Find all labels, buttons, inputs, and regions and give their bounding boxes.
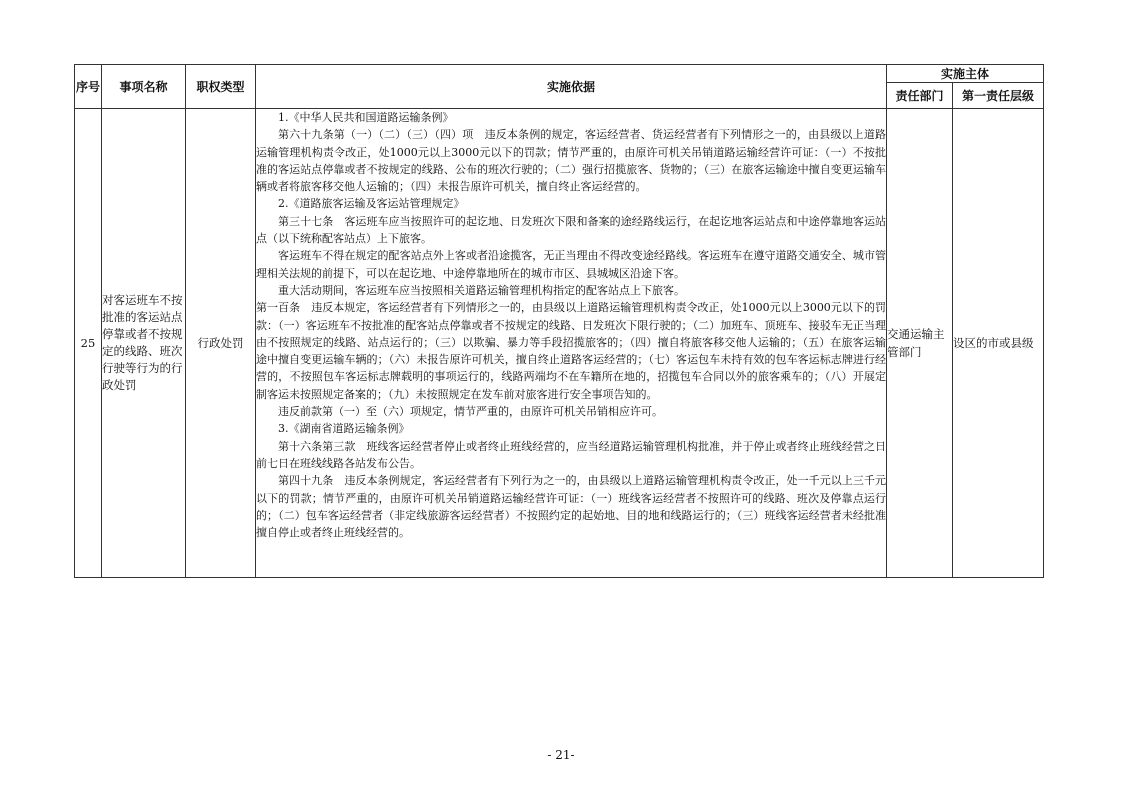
basis-paragraph: 第三十七条 客运班车应当按照许可的起讫地、日发班次下限和备案的途经路线运行，在起讫地客运站点和中途停靠地客运站点（以下统称配客站点）上下旅客。: [256, 214, 886, 246]
row-responsible-dept: 交通运输主管部门: [887, 109, 953, 578]
page-number: - 21-: [547, 748, 575, 762]
row-authority-type: 行政处罚: [186, 109, 256, 578]
row-responsible-level: 设区的市或县级: [953, 109, 1044, 578]
header-basis: 实施依据: [256, 65, 887, 109]
header-level: 第一责任层级: [953, 83, 1044, 109]
basis-paragraph: 重大活动期间，客运班车应当按照相关道路运输管理机构指定的配客站点上下旅客。: [278, 283, 685, 297]
authority-table: [74, 64, 1044, 578]
table-row: [75, 109, 1044, 578]
basis-paragraph: 第四十九条 违反本条例规定，客运经营者有下列行为之一的，由县级以上道路运输管理机构责令改正，处一千元以上三千元以下的罚款；情节严重的，由原许可机关吊销道路运输经营许可证：（一）班线客运经营者不按照许可的线路、班次及停靠点运行的；（二）包车客运经营者（非定线旅游客运经营者）不按照约定的起始地、目的地和线路运行的；（三）班线客运经营者未经批准擅自停止或者终止班线经营的。: [256, 474, 886, 540]
basis-paragraph: 违反前款第（一）至（六）项规定，情节严重的，由原许可机关吊销相应许可。: [278, 405, 663, 419]
basis-title-3: 3.《湖南省道路运输条例》: [278, 422, 410, 436]
basis-paragraph: 第六十九条第（一）（二）（三）（四）项 违反本条例的规定，客运经营者、货运经营者有下列情形之一的，由县级以上道路运输管理机构责令改正，处1000元以上3000元以下的罚款；情节严重的，由原许可机关吊销道路运输经营许可证：（一）不按批准的客运站点停靠或者不按规定的线路、公布的班次行驶的；（二）强行招揽旅客、货物的；（三）在旅客运输途中擅自变更运输车辆或者将旅客移交他人运输的；（四）未报告原许可机关，擅自终止客运经营的。: [256, 128, 886, 194]
header-seq: 序号: [75, 65, 102, 109]
header-type: 职权类型: [186, 65, 256, 109]
row-item-name: 对客运班车不按批准的客运站点停靠或者不按规定的线路、班次行驶等行为的行政处罚: [102, 109, 186, 578]
row-seq: 25: [75, 109, 102, 578]
basis-paragraph: 第十六条第三款 班线客运经营者停止或者终止班线经营的，应当经道路运输管理机构批准，并于停止或者终止班线经营之日前七日在班线线路各站发布公告。: [256, 439, 886, 470]
basis-title-2: 2.《道路旅客运输及客运站管理规定》: [278, 197, 465, 211]
basis-title-1: 1.《中华人民共和国道路运输条例》: [278, 111, 454, 124]
row-basis: [256, 109, 887, 578]
header-dept: 责任部门: [887, 83, 953, 109]
basis-paragraph: 第一百条 违反本规定，客运经营者有下列情形之一的，由县级以上道路运输管理机构责令改正，处1000元以上3000元以下的罚款：（一）客运班车不按批准的配客站点停靠或者不按规定的线路、日发班次下限行驶的；（二）加班车、顶班车、接驳车无正当理由不按照规定的线路、站点运行的；（三）以欺骗、暴力等手段招揽旅客的；（四）擅自将旅客移交他人运输的；（五）在旅客运输途中擅自变更运输车辆的；（六）未报告原许可机关，擅自终止道路客运经营的；（七）客运包车未持有效的包车客运标志牌进行经营的，不按照包车客运标志牌载明的事项运行的，线路两端均不在车籍所在地的，招揽包车合同以外的旅客乘车的；（八）开展定制客运未按照规定备案的；（九）未按照规定在发车前对旅客进行安全事项告知的。: [256, 301, 886, 401]
header-name: 事项名称: [102, 65, 186, 109]
basis-paragraph: 客运班车不得在规定的配客站点外上客或者沿途揽客，无正当理由不得改变途经路线。客运班车在遵守道路交通安全、城市管理相关法规的前提下，可以在起讫地、中途停靠地所在的城市市区、县城城区沿途下客。: [256, 249, 886, 280]
header-subject: 实施主体: [887, 65, 1044, 83]
